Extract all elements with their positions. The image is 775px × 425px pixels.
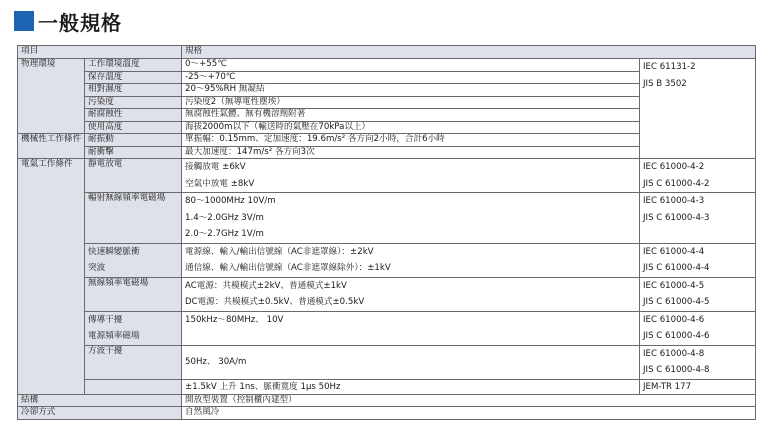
- value-line: 電源線、輸入/輸出信號線（AC非遮罩線）：±2kV: [185, 246, 374, 257]
- table-row: [18, 159, 756, 193]
- row-value: [182, 193, 640, 244]
- row-standard: [640, 277, 756, 311]
- row-label: 輻射無線頻率電磁場: [85, 193, 182, 244]
- row-label: 工作環境溫度: [85, 59, 182, 72]
- row-value: [182, 277, 640, 311]
- header-spec: 規格: [182, 46, 756, 59]
- table-row: [18, 59, 756, 72]
- value-line: ±1.5kV 上升 1ns、脈衝寬度 1μs 50Hz: [185, 381, 341, 392]
- row-label: 靜電放電: [85, 159, 182, 193]
- standard-text: IEC 61000-4-8: [643, 348, 705, 359]
- row-value: 污染度2（無導電性塵埃）: [182, 96, 640, 109]
- value-line: DC電源：共模模式±0.5kV、普通模式±0.5kV: [185, 297, 365, 307]
- value-line: 接觸放電 ±6kV: [185, 162, 246, 172]
- label-line: 突波: [88, 263, 106, 273]
- row-label: 耐衝擊: [85, 146, 182, 159]
- table-row: [18, 345, 756, 379]
- row-value: [182, 345, 640, 379]
- row-value: 單振幅：0.15mm、定加速度：19.6m/s² 各方向2小時，合計6小時: [182, 134, 640, 147]
- table-row: [18, 243, 756, 277]
- row-standard: [640, 243, 756, 277]
- row-value: 無腐蝕性氣體、無有機溶劑附著: [182, 109, 640, 122]
- value-line: 80～1000MHz 10V/m: [185, 196, 276, 206]
- page-title-text: 一般規格: [38, 10, 122, 35]
- table-row: [18, 394, 756, 407]
- row-label: 保存溫度: [85, 71, 182, 84]
- group-physical: 物理環境: [18, 59, 85, 134]
- row-label: 使用高度: [85, 121, 182, 134]
- value-line: 150kHz～80MHz、 10V: [185, 314, 284, 325]
- row-label: 耐振動: [85, 134, 182, 147]
- table-row: [18, 277, 756, 311]
- standard-text: JIS C 61000-4-4: [643, 263, 710, 273]
- standard-text: JIS C 61000-4-2: [643, 178, 710, 189]
- row-value: -25～+70℃: [182, 71, 640, 84]
- table-row: [18, 311, 756, 345]
- table-row: [18, 193, 756, 244]
- table-row: [18, 379, 756, 394]
- table-row: [18, 407, 756, 420]
- standard-text: IEC 61000-4-3: [643, 196, 705, 206]
- value-line: 1.4～2.0GHz 3V/m: [185, 212, 264, 223]
- physical-standards: [640, 59, 756, 159]
- group-structure: 結構: [18, 394, 182, 407]
- label-line: 傳導干擾: [88, 314, 123, 325]
- row-value: 最大加速度：147m/s² 各方向3次: [182, 146, 640, 159]
- standard-text: JIS B 3502: [643, 78, 687, 89]
- row-standard: [640, 311, 756, 345]
- row-standard: [640, 193, 756, 244]
- title-square-icon: [14, 11, 34, 31]
- table-header-row: [18, 46, 756, 59]
- label-line: 電源頻率磁場: [88, 331, 140, 341]
- standard-text: JIS C 61000-4-6: [643, 331, 710, 341]
- row-value: 海拔2000m以下（輸送時的氣壓在70kPa以上）: [182, 121, 640, 134]
- row-label: 相對濕度: [85, 84, 182, 97]
- row-standard: [640, 345, 756, 379]
- value-line: 通信線、輸入/輸出信號線（AC非遮罩線除外）：±1kV: [185, 263, 391, 273]
- value-line: 2.0～2.7GHz 1V/m: [185, 229, 264, 239]
- row-value: [182, 243, 640, 277]
- standard-text: JIS C 61000-4-3: [643, 212, 710, 223]
- label-line: 快速瞬變脈衝: [88, 246, 140, 257]
- value-line: 空氣中放電 ±8kV: [185, 178, 255, 189]
- row-label: [85, 311, 182, 345]
- row-label: 方波干擾: [85, 345, 182, 379]
- row-label: [85, 243, 182, 277]
- header-item: 項目: [18, 46, 182, 59]
- standard-text: JEM-TR 177: [643, 381, 692, 392]
- row-label: 無線頻率電磁場: [85, 277, 182, 311]
- spec-table: [17, 45, 756, 420]
- value-line: AC電源：共模模式±2kV、普通模式±1kV: [185, 280, 347, 291]
- row-label: 污染度: [85, 96, 182, 109]
- group-mechanical: 機械性工作條件: [18, 134, 85, 159]
- value-line: 50Hz、 30A/m: [185, 357, 247, 367]
- standard-text: IEC 61000-4-2: [643, 162, 705, 172]
- row-standard: [640, 159, 756, 193]
- row-label: [85, 379, 182, 394]
- row-value: [182, 159, 640, 193]
- row-value: 開放型裝置（控制櫃內建型）: [182, 394, 756, 407]
- row-value: [182, 311, 640, 345]
- group-cooling: 冷卻方式: [18, 407, 182, 420]
- row-value: 20～95%RH 無凝結: [182, 84, 640, 97]
- group-electrical: 電氣工作條件: [18, 159, 85, 395]
- standard-text: IEC 61000-4-5: [643, 280, 705, 291]
- standard-text: JIS C 61000-4-5: [643, 297, 710, 307]
- row-value: 0～+55℃: [182, 59, 640, 72]
- row-label: 耐腐蝕性: [85, 109, 182, 122]
- page-title: [14, 6, 122, 36]
- row-standard: [640, 379, 756, 394]
- standard-text: IEC 61000-4-4: [643, 246, 705, 257]
- standard-text: JIS C 61000-4-8: [643, 365, 710, 375]
- standard-text: IEC 61131-2: [643, 62, 696, 72]
- row-value: [182, 379, 640, 394]
- standard-text: IEC 61000-4-6: [643, 314, 705, 325]
- row-value: 自然風冷: [182, 407, 756, 420]
